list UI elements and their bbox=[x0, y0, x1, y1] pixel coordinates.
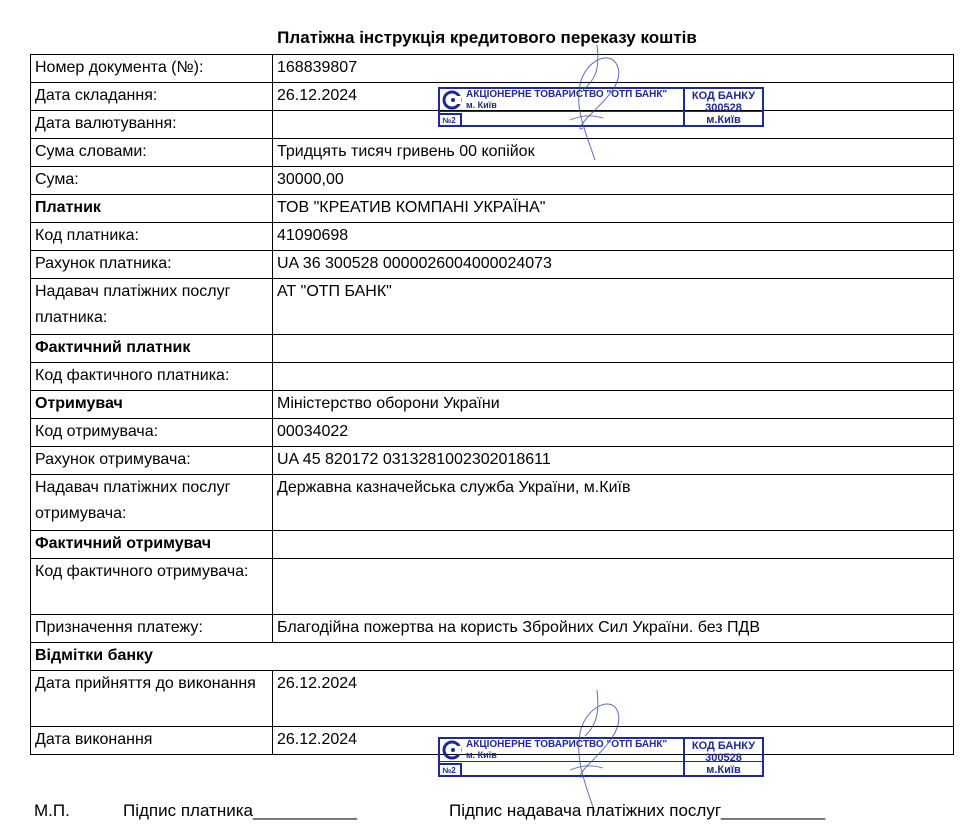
row-label: Код платника: bbox=[31, 223, 273, 251]
footer-mp: М.П. bbox=[34, 801, 70, 820]
bank-mark-row bbox=[31, 671, 954, 727]
row-label: Призначення платежу: bbox=[31, 615, 273, 643]
row-value: 26.12.2024 bbox=[273, 83, 954, 111]
table-row bbox=[31, 251, 954, 279]
row-value: 30000,00 bbox=[273, 167, 954, 195]
table-row bbox=[31, 531, 954, 559]
row-label: Отримувач bbox=[31, 391, 273, 419]
payment-instruction-table bbox=[30, 54, 954, 755]
bank-marks-heading: Відмітки банку bbox=[31, 643, 954, 671]
row-label: Дата валютування: bbox=[31, 111, 273, 139]
row-label: Сума: bbox=[31, 167, 273, 195]
table-row bbox=[31, 615, 954, 643]
table-row bbox=[31, 447, 954, 475]
table-row bbox=[31, 195, 954, 223]
table-row bbox=[31, 335, 954, 363]
stamp-code: 300528 bbox=[705, 102, 742, 114]
row-value: Благодійна пожертва на користь Збройних Сил України. без ПДВ bbox=[273, 615, 954, 643]
table-row bbox=[31, 391, 954, 419]
row-value: АТ "ОТП БАНК" bbox=[273, 279, 954, 335]
stamp-bank-name: АКЦІОНЕРНЕ ТОВАРИСТВО "ОТП БАНК" bbox=[466, 739, 668, 750]
row-label: Платник bbox=[31, 195, 273, 223]
row-label: Фактичний отримувач bbox=[31, 531, 273, 559]
table-row bbox=[31, 279, 954, 335]
row-label: Код отримувача: bbox=[31, 419, 273, 447]
bank-mark-value: 26.12.2024 bbox=[273, 727, 954, 755]
row-value: Тридцять тисяч гривень 00 копійок bbox=[273, 139, 954, 167]
row-value: 41090698 bbox=[273, 223, 954, 251]
row-label: Фактичний платник bbox=[31, 335, 273, 363]
provider-signature-line: Підпис надавача платіжних послуг___________ bbox=[449, 801, 826, 820]
bank-mark-value: 26.12.2024 bbox=[273, 671, 954, 727]
table-row bbox=[31, 223, 954, 251]
table-row bbox=[31, 363, 954, 391]
bank-mark-label: Дата прийняття до виконання bbox=[31, 671, 273, 727]
row-label: Рахунок платника: bbox=[31, 251, 273, 279]
stamp-number: №2 bbox=[438, 763, 462, 777]
bank-mark-label: Дата виконання bbox=[31, 727, 273, 755]
stamp-code-city: м.Київ bbox=[706, 114, 741, 126]
row-value bbox=[273, 335, 954, 363]
row-value: UA 36 300528 0000026004000024073 bbox=[273, 251, 954, 279]
row-label: Дата складання: bbox=[31, 83, 273, 111]
bank-stamp-top bbox=[438, 87, 764, 127]
row-value bbox=[273, 363, 954, 391]
table-row bbox=[31, 559, 954, 615]
stamp-code-label: КОД БАНКУ bbox=[691, 90, 756, 102]
table-row bbox=[31, 419, 954, 447]
row-label: Сума словами: bbox=[31, 139, 273, 167]
row-value: Міністерство оборони України bbox=[273, 391, 954, 419]
row-value: Державна казначейська служба України, м.Київ bbox=[273, 475, 954, 531]
payer-signature-line: Підпис платника___________ bbox=[123, 801, 357, 820]
row-value: 168839807 bbox=[273, 55, 954, 83]
otp-logo-icon bbox=[442, 90, 462, 110]
table-row bbox=[31, 139, 954, 167]
row-label: Надавач платіжних послуг платника: bbox=[31, 279, 273, 335]
stamp-code-city: м.Київ bbox=[706, 764, 741, 776]
bank-marks-heading-row bbox=[31, 643, 954, 671]
row-value bbox=[273, 531, 954, 559]
row-value: UA 45 820172 0313281002302018611 bbox=[273, 447, 954, 475]
stamp-bank-name: АКЦІОНЕРНЕ ТОВАРИСТВО "ОТП БАНК" bbox=[466, 89, 668, 100]
otp-logo-icon bbox=[442, 740, 462, 760]
table-row bbox=[31, 55, 954, 83]
stamp-bank-code-box bbox=[685, 87, 764, 127]
table-row bbox=[31, 475, 954, 531]
bank-stamp-bottom bbox=[438, 737, 764, 777]
document-title: Платіжна інструкція кредитового переказу коштів bbox=[277, 28, 697, 47]
stamp-number: №2 bbox=[438, 113, 462, 127]
table-row bbox=[31, 167, 954, 195]
row-value: ТОВ "КРЕАТИВ КОМПАНІ УКРАЇНА" bbox=[273, 195, 954, 223]
stamp-city: м. Київ bbox=[466, 750, 497, 760]
row-label: Номер документа (№): bbox=[31, 55, 273, 83]
stamp-code-label: КОД БАНКУ bbox=[691, 740, 756, 752]
row-label: Код фактичного отримувача: bbox=[31, 559, 273, 615]
stamp-bank-code-box bbox=[685, 737, 764, 777]
stamp-city: м. Київ bbox=[466, 100, 497, 110]
row-label: Надавач платіжних послуг отримувача: bbox=[31, 475, 273, 531]
row-value bbox=[273, 559, 954, 615]
stamp-code: 300528 bbox=[705, 752, 742, 764]
row-label: Рахунок отримувача: bbox=[31, 447, 273, 475]
row-value: 00034022 bbox=[273, 419, 954, 447]
row-label: Код фактичного платника: bbox=[31, 363, 273, 391]
